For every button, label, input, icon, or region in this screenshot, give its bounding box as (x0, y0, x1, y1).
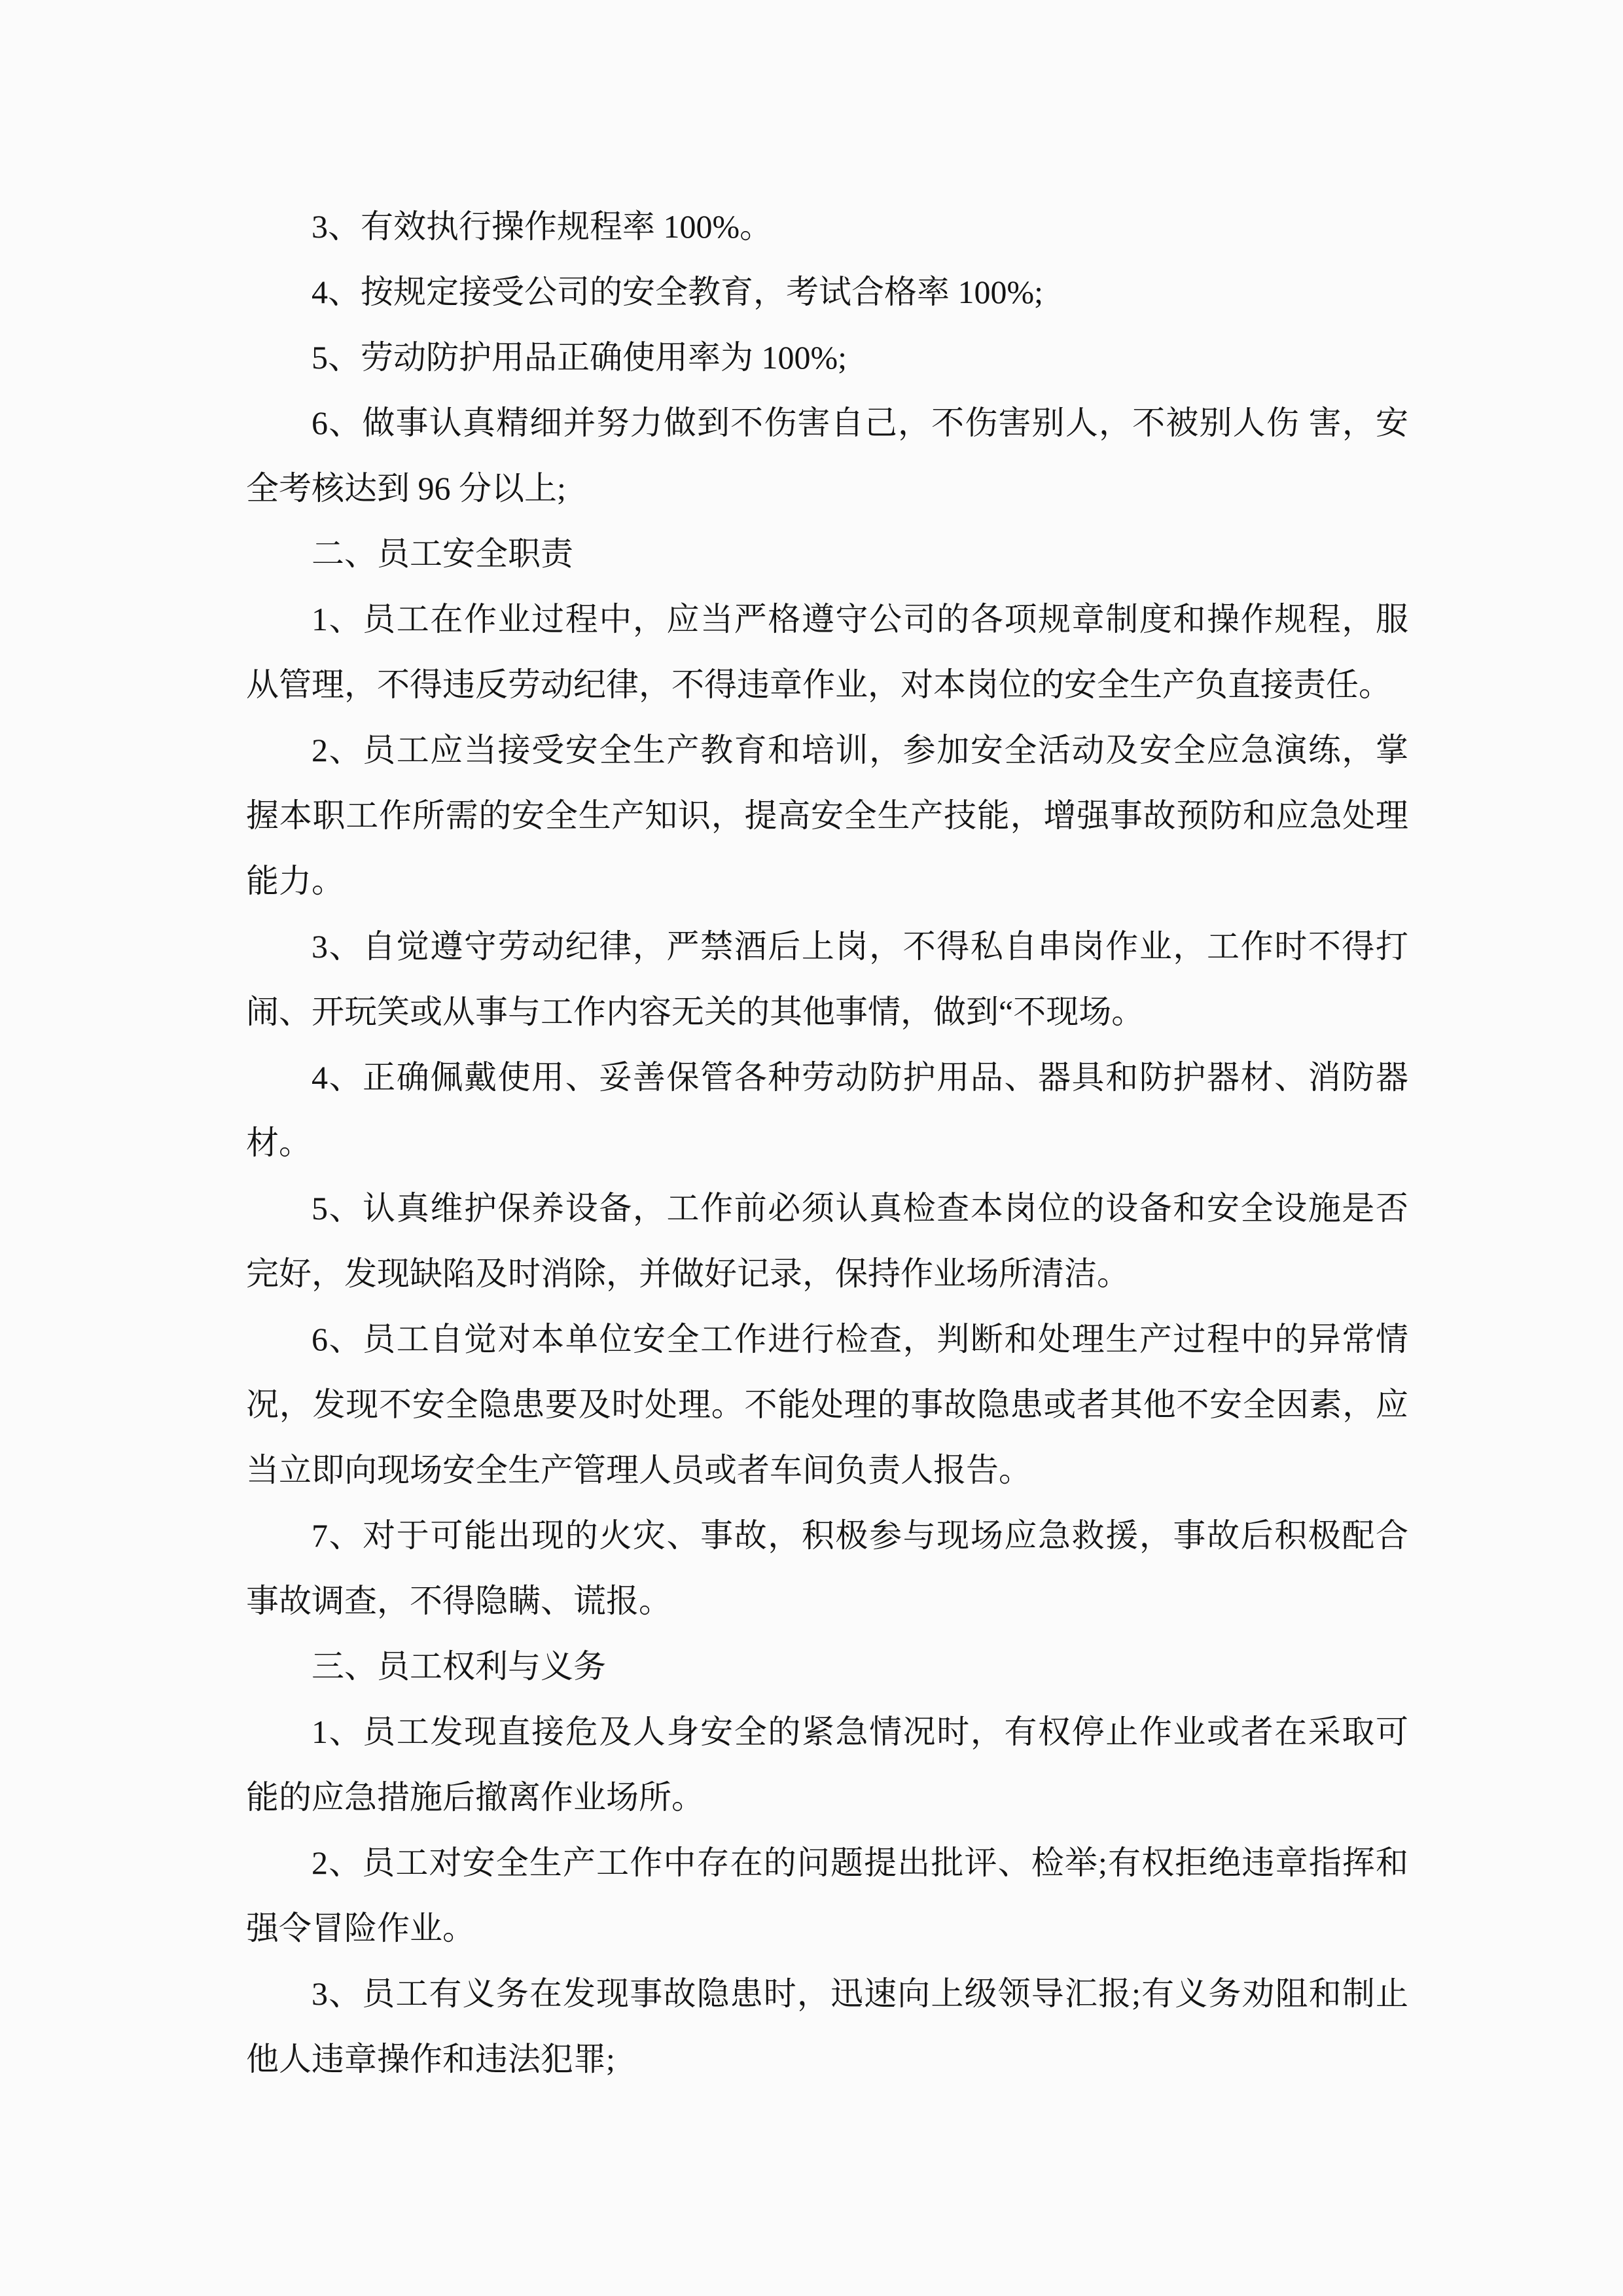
text-line: 5、认真维护保养设备，工作前必须认真检查本岗位的设备和安全设施是否 (312, 1190, 1408, 1227)
text-line: 3、有效执行操作规程率 100%。 (312, 208, 773, 245)
text-line: 事故调查，不得隐瞒、谎报。 (246, 1583, 671, 1619)
text-line: 从管理，不得违反劳动纪律，不得违章作业，对本岗位的安全生产负直接责任。 (246, 666, 1391, 703)
text-line: 4、按规定接受公司的安全教育，考试合格率 100%; (312, 274, 1044, 310)
paragraph (246, 390, 1408, 521)
paragraph (246, 1503, 1408, 1634)
text-line: 3、自觉遵守劳动纪律，严禁酒后上岗，不得私自串岗作业，工作时不得打 (312, 928, 1408, 965)
paragraph (246, 194, 1408, 259)
text-line: 3、员工有义务在发现事故隐患时，迅速向上级领导汇报;有义务劝阻和制止 (312, 1975, 1408, 2012)
paragraph (246, 1634, 1408, 1699)
text-line: 1、员工发现直接危及人身安全的紧急情况时，有权停止作业或者在采取可 (312, 1713, 1408, 1750)
text-line: 6、员工自觉对本单位安全工作进行检查，判断和处理生产过程中的异常情 (312, 1321, 1408, 1357)
paragraph (246, 1045, 1408, 1175)
text-line: 他人违章操作和违法犯罪; (246, 2041, 615, 2077)
document-body (246, 194, 1408, 2092)
text-line: 二、员工安全职责 (312, 535, 573, 572)
text-line: 5、劳动防护用品正确使用率为 100%; (312, 339, 847, 376)
text-line: 全考核达到 96 分以上; (246, 470, 566, 507)
text-line: 4、正确佩戴使用、妥善保管各种劳动防护用品、器具和防护器材、消防器 (312, 1059, 1408, 1096)
text-line: 强令冒险作业。 (246, 1910, 475, 1946)
paragraph (246, 717, 1408, 914)
text-line: 三、员工权利与义务 (312, 1648, 606, 1685)
paragraph (246, 1830, 1408, 1961)
paragraph (246, 1306, 1408, 1503)
text-line: 况，发现不安全隐患要及时处理。不能处理的事故隐患或者其他不安全因素，应 (246, 1386, 1408, 1423)
paragraph (246, 586, 1408, 717)
paragraph (246, 259, 1408, 325)
text-line: 闹、开玩笑或从事与工作内容无关的其他事情，做到“不现场。 (246, 994, 1145, 1030)
paragraph (246, 521, 1408, 586)
paragraph (246, 914, 1408, 1045)
paragraph (246, 1961, 1408, 2092)
text-line: 握本职工作所需的安全生产知识，提高安全生产技能，增强事故预防和应急处理 (246, 797, 1408, 834)
text-line: 2、员工应当接受安全生产教育和培训，参加安全活动及安全应急演练，掌 (312, 732, 1408, 768)
paragraph (246, 325, 1408, 390)
text-line: 1、员工在作业过程中，应当严格遵守公司的各项规章制度和操作规程，服 (312, 601, 1408, 637)
text-line: 2、员工对安全生产工作中存在的问题提出批评、检举;有权拒绝违章指挥和 (312, 1844, 1408, 1881)
text-line: 7、对于可能出现的火灾、事故，积极参与现场应急救援，事故后积极配合 (312, 1517, 1408, 1554)
text-line: 当立即向现场安全生产管理人员或者车间负责人报告。 (246, 1452, 1031, 1488)
text-line: 能的应急措施后撤离作业场所。 (246, 1779, 704, 1816)
text-line: 材。 (246, 1124, 312, 1161)
paragraph (246, 1699, 1408, 1830)
text-line: 能力。 (246, 863, 344, 899)
text-line: 完好，发现缺陷及时消除，并做好记录，保持作业场所清洁。 (246, 1255, 1130, 1292)
text-line: 6、做事认真精细并努力做到不伤害自己，不伤害别人，不被别人伤 害，安 (312, 404, 1408, 441)
paragraph (246, 1175, 1408, 1306)
